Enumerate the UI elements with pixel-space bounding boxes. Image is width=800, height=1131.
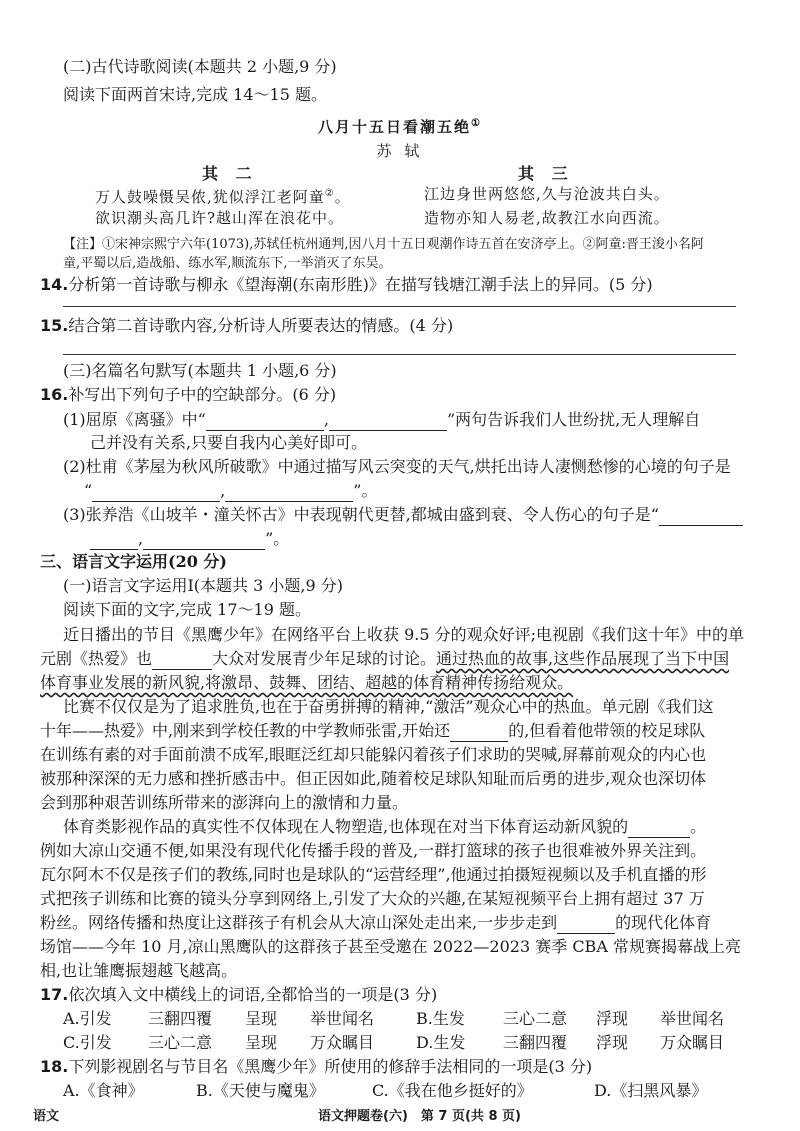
q16-item2-open: “ [84, 481, 93, 500]
poem-title [0, 113, 800, 138]
poem2-line1 [95, 183, 351, 208]
q16-item3-sep: , [138, 529, 144, 548]
section3-sub-header: (一)语言文字运用Ⅰ(本题共 3 小题,9 分) [63, 576, 343, 595]
passage-p3-l7: 相,也让雏鹰振翅越飞越高。 [40, 961, 238, 980]
poem3-label: 其 三 [518, 164, 574, 183]
q16-item1-prefix: (1)屈原《离骚》中“ [63, 410, 206, 429]
section3-header: 三、语言文字运用(20 分) [40, 552, 227, 571]
poem2-line2: 欲识潮头高几许?越山浑在浪花中。 [95, 209, 345, 227]
question-15-number: 15. [40, 316, 69, 335]
q16-item3-close: ”。 [265, 529, 290, 548]
passage-p3-l5-a: 粉丝。网络传播和热度让这群孩子有机会从大凉山深处走出来,一步步走到 [40, 913, 558, 932]
q17-a-1: A.引发 [63, 1009, 112, 1028]
q18-option-b[interactable]: B.《天使与魔鬼》 [196, 1081, 325, 1100]
q16-item2-sep: , [220, 481, 226, 500]
q16-item3 [63, 504, 743, 526]
note-line2: 童,平蜀以后,造战船、练水军,顺流东下,一举消灭了东吴。 [63, 256, 392, 271]
passage-p1-l1: 近日播出的节目《黑鹰少年》在网络平台上收获 9.5 分的观众好评;电视剧《我们这十年》中的单 [63, 625, 745, 644]
q16-item1-cont: 己并没有关系,只要自我内心美好即可。 [90, 433, 368, 452]
q17-d-3: 浮现 [596, 1033, 629, 1052]
section-recite-header: (三)名篇名句默写(本题共 1 小题,6 分) [63, 361, 337, 380]
section3-instruction: 阅读下面的文字,完成 17～19 题。 [63, 600, 311, 619]
q16-item2-blank-2[interactable] [225, 485, 353, 502]
q16-item1-sep: , [323, 410, 329, 429]
question-14 [40, 274, 653, 296]
passage-p3-l6: 场馆——今年 10 月,凉山黑鹰队的这群孩子甚至受邀在 2022—2023 赛季 CBA 常规赛揭幕战上亮 [40, 937, 741, 956]
q16-item3-blank-2[interactable] [143, 533, 265, 550]
passage-p3-l4: 式把孩子训练和比赛的镜头分享到网络上,引发了大众的兴趣,在某短视频平台上拥有超过 37 万 [40, 889, 705, 908]
passage-p1-l2-a: 元剧《热爱》也 [40, 649, 153, 668]
q17-c-4: 万众瞩目 [310, 1033, 375, 1052]
q17-b-1: B.生发 [416, 1009, 465, 1028]
question-14-text: 分析第一首诗歌与柳永《望海潮(东南形胜)》在描写钱塘江潮手法上的异同。(5 分) [68, 275, 653, 294]
answer-line-15[interactable] [63, 354, 736, 355]
q16-item3-blank-1[interactable] [659, 509, 743, 526]
q17-b-2: 三心二意 [503, 1009, 568, 1028]
passage-p3-l5 [40, 912, 711, 934]
passage-p2-l3: 在训练有素的对手面前溃不成军,眼眶泛红却只能躲闪着孩子们求助的哭喊,屏幕前观众的内心也 [40, 745, 707, 764]
q17-b-4: 举世闻名 [660, 1009, 725, 1028]
q17-d-4: 万众瞩目 [660, 1033, 725, 1052]
section-poetry-instruction: 阅读下面两首宋诗,完成 14～15 题。 [63, 85, 327, 104]
q17-a-4: 举世闻名 [310, 1009, 375, 1028]
question-17-number: 17. [40, 985, 69, 1004]
note-line1: 【注】①宋神宗熙宁六年(1073),苏轼任杭州通判,因八月十五日观潮作诗五首在安济亭上。②阿童:晋王浚小名阿 [63, 237, 704, 252]
q16-item1-blank-2[interactable] [329, 414, 447, 431]
footer-page-info: 语文押题卷(六) 第 7 页(共 8 页) [318, 1109, 521, 1124]
question-16-text: 补写出下列句子中的空缺部分。(6 分) [68, 385, 337, 404]
section-poetry-header: (二)古代诗歌阅读(本题共 2 小题,9 分) [63, 57, 337, 76]
footer-subject: 语文 [33, 1109, 60, 1124]
question-18-number: 18. [40, 1057, 69, 1076]
poem3-line1: 江边身世两悠悠,久与沧波共白头。 [424, 185, 670, 203]
q18-option-d[interactable]: D.《扫黑风暴》 [594, 1081, 708, 1100]
poem2-line1-end: 。 [334, 188, 351, 206]
passage-p3-l1-a: 体育类影视作品的真实性不仅体现在人物塑造,也体现在对当下体育运动新风貌的 [63, 817, 629, 836]
q16-item1 [63, 409, 700, 431]
q16-item2-blank-1[interactable] [92, 485, 220, 502]
poem2-label: 其 二 [202, 164, 258, 183]
passage-wavy-1: 通过热血的故事,这些作品展现了当下中国 [436, 649, 730, 668]
q18-option-c[interactable]: C.《我在他乡挺好的》 [372, 1081, 533, 1100]
q16-item1-suffix: ”两句告诉我们人世纷扰,无人理解自 [446, 410, 701, 429]
poem-title-note: ① [471, 118, 482, 129]
passage-p2-l2-a: 十年——热爱》中,刚来到学校任教的中学教师张雷,开始还 [40, 721, 451, 740]
passage-p2-l2 [40, 720, 705, 742]
passage-blank-2[interactable] [450, 725, 508, 742]
passage-p2-l1: 比赛不仅仅是为了追求胜负,也在于奋勇拼搏的精神,“激活”观众心中的热血。单元剧《我们这 [63, 697, 714, 716]
passage-p1-l3: 体育事业发展的新风貌,将激昂、鼓舞、团结、超越的体育精神传扬给观众。 [40, 673, 574, 692]
passage-blank-3[interactable] [628, 821, 690, 838]
q17-b-3: 浮现 [596, 1009, 629, 1028]
poem3-line2: 造物亦知人易老,故教江水向西流。 [424, 209, 670, 227]
q17-d-1: D.生发 [416, 1033, 466, 1052]
passage-p2-l2-b: 的,但看着他带领的校足球队 [508, 721, 706, 740]
question-17 [40, 984, 437, 1006]
passage-p2-l4: 被那种深深的无力感和挫折感击中。但正因如此,随着校足球队知耻而后勇的进步,观众也深切体 [40, 769, 707, 788]
passage-p2-l5: 会到那种艰苦训练所带来的澎湃向上的激情和力量。 [40, 793, 409, 812]
poem-author: 苏 轼 [376, 142, 424, 160]
answer-line-14[interactable] [63, 306, 736, 307]
question-16 [40, 384, 336, 406]
passage-p3-l2: 例如大凉山交通不便,如果没有现代化传播手段的普及,一群打篮球的孩子也很难被外界关注到。 [40, 841, 707, 860]
q16-item3-cont [90, 528, 289, 550]
q16-item2-close: ”。 [353, 481, 378, 500]
poem2-note: ② [324, 188, 335, 199]
question-17-text: 依次填入文中横线上的词语,全都恰当的一项是(3 分) [68, 985, 438, 1004]
q17-c-3: 呈现 [245, 1033, 278, 1052]
q18-option-a[interactable]: A.《食神》 [63, 1081, 144, 1100]
question-15-text: 结合第二首诗歌内容,分析诗人所要表达的情感。(4 分) [68, 316, 454, 335]
q17-d-2: 三翻四覆 [503, 1033, 568, 1052]
q16-item2: (2)杜甫《茅屋为秋风所破歌》中通过描写风云突变的天气,烘托出诗人凄恻愁惨的心境的句子是 [63, 457, 731, 476]
passage-p3-l5-b: 的现代化体育 [615, 913, 712, 932]
passage-p1-l2 [40, 648, 729, 670]
poem-title-text: 八月十五日看潮五绝 [318, 118, 472, 136]
q16-item2-answers [84, 480, 377, 502]
question-18-text: 下列影视剧名与节目名《黑鹰少年》所使用的修辞手法相同的一项是(3 分) [68, 1057, 593, 1076]
question-16-number: 16. [40, 385, 69, 404]
q16-item3-blank-1-cont[interactable] [90, 533, 138, 550]
q17-c-1: C.引发 [63, 1033, 112, 1052]
q17-c-2: 三心二意 [148, 1033, 213, 1052]
q16-item3-prefix: (3)张养浩《山坡羊・潼关怀古》中表现朝代更替,都城由盛到衰、令人伤心的句子是“ [63, 505, 659, 524]
passage-p1-l2-b: 大众对发展青少年足球的讨论。 [212, 649, 437, 668]
passage-p3-l3: 瓦尔阿木不仅是孩子们的教练,同时也是球队的“运营经理”,他通过拍摄短视频以及手机直播的形 [40, 865, 707, 884]
question-14-number: 14. [40, 275, 69, 294]
q17-a-3: 呈现 [245, 1009, 278, 1028]
poem2-line1-text: 万人鼓噪慑吴侬,犹似浮江老阿童 [95, 188, 325, 206]
passage-p3-l1 [63, 816, 706, 838]
q16-item1-blank-1[interactable] [206, 414, 324, 431]
passage-p3-l1-b: 。 [690, 817, 707, 836]
question-15 [40, 315, 453, 337]
question-18 [40, 1056, 592, 1078]
passage-blank-4[interactable] [557, 917, 615, 934]
q17-a-2: 三翻四覆 [148, 1009, 213, 1028]
passage-blank-1[interactable] [152, 653, 212, 670]
